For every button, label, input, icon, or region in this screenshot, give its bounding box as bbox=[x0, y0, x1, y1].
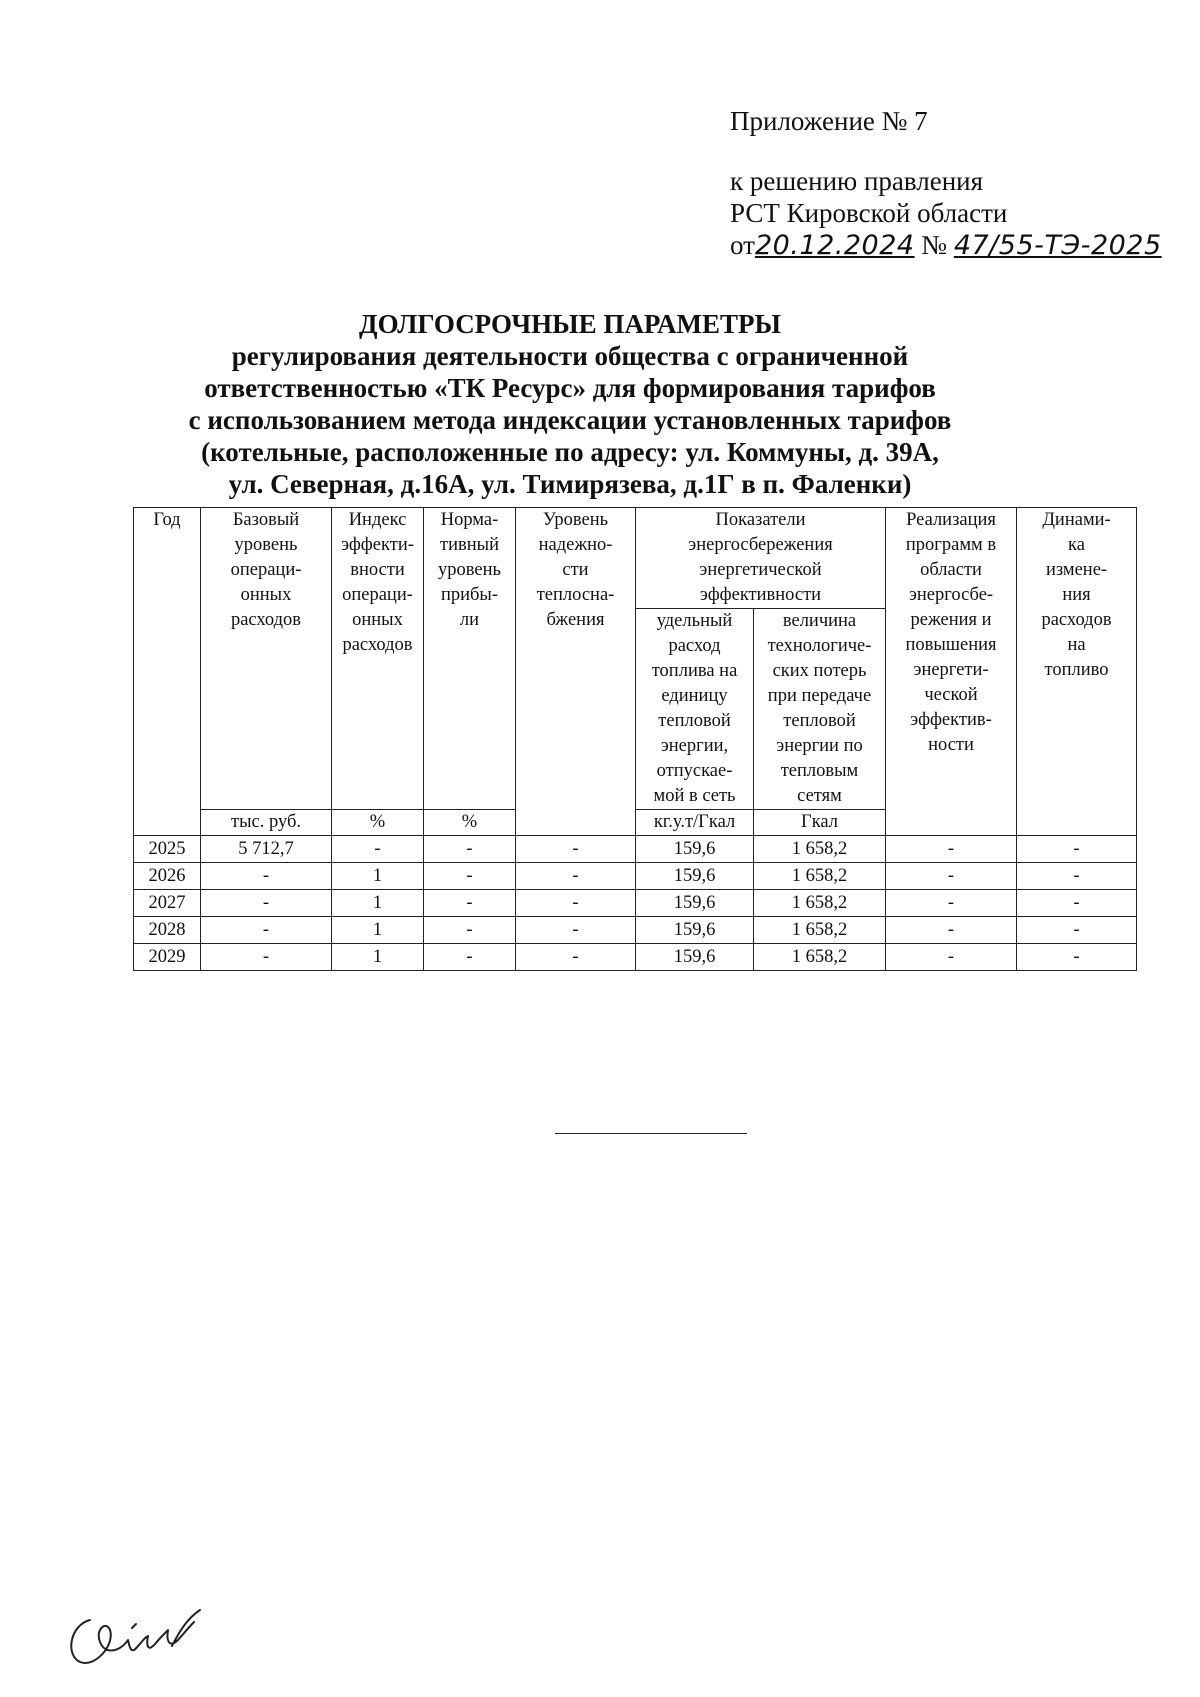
cell-fuel-dynamics: - bbox=[1017, 890, 1137, 917]
appendix-title: Приложение № 7 bbox=[730, 106, 928, 136]
cell-efficiency-index: 1 bbox=[332, 944, 424, 971]
cell-efficiency-index: 1 bbox=[332, 863, 424, 890]
cell-base-level: - bbox=[201, 863, 332, 890]
cell-efficiency-index: 1 bbox=[332, 917, 424, 944]
cell-heat-losses: 1 658,2 bbox=[754, 836, 886, 863]
cell-programs: - bbox=[886, 890, 1017, 917]
cell-fuel-rate: 159,6 bbox=[636, 890, 754, 917]
table-row bbox=[134, 863, 1137, 890]
table-row bbox=[134, 836, 1137, 863]
cell-programs: - bbox=[886, 917, 1017, 944]
cell-year: 2026 bbox=[134, 863, 201, 890]
table-row bbox=[134, 944, 1137, 971]
title-line-3: с использованием метода индексации установленных тарифов bbox=[188, 405, 952, 435]
cell-base-level: - bbox=[201, 944, 332, 971]
header-energy-group: Показатели энергосбережения энергетической эффективности bbox=[636, 508, 886, 609]
header-row-1 bbox=[134, 508, 1137, 609]
cell-fuel-rate: 159,6 bbox=[636, 836, 754, 863]
unit-heat-losses: Гкал bbox=[754, 810, 886, 836]
cell-programs: - bbox=[886, 863, 1017, 890]
cell-reliability: - bbox=[516, 944, 636, 971]
unit-profit-level: % bbox=[424, 810, 516, 836]
handwritten-date: 20.12.2024 bbox=[754, 230, 915, 261]
title-heading: ДОЛГОСРОЧНЫЕ ПАРАМЕТРЫ bbox=[359, 309, 781, 339]
signature-icon bbox=[60, 1600, 230, 1680]
cell-programs: - bbox=[886, 836, 1017, 863]
parameters-table bbox=[133, 507, 1137, 971]
cell-year: 2027 bbox=[134, 890, 201, 917]
title-line-2: ответственностью «ТК Ресурс» для формирования тарифов bbox=[204, 373, 936, 403]
cell-efficiency-index: 1 bbox=[332, 890, 424, 917]
cell-fuel-rate: 159,6 bbox=[636, 944, 754, 971]
cell-profit-level: - bbox=[424, 944, 516, 971]
header-efficiency-index: Индекс эффекти- вности операци- онных расходов bbox=[332, 508, 424, 810]
header-fuel-rate: удельный расход топлива на единицу тепловой энергии, отпускае- мой в сеть bbox=[636, 609, 754, 810]
cell-year: 2025 bbox=[134, 836, 201, 863]
cell-profit-level: - bbox=[424, 836, 516, 863]
table-row bbox=[134, 917, 1137, 944]
cell-reliability: - bbox=[516, 890, 636, 917]
table-row bbox=[134, 890, 1137, 917]
cell-profit-level: - bbox=[424, 890, 516, 917]
unit-efficiency-index: % bbox=[332, 810, 424, 836]
cell-fuel-dynamics: - bbox=[1017, 836, 1137, 863]
number-label: № bbox=[921, 230, 948, 260]
cell-programs: - bbox=[886, 944, 1017, 971]
unit-base-level: тыс. руб. bbox=[201, 810, 332, 836]
document-title bbox=[120, 308, 1020, 500]
cell-year: 2028 bbox=[134, 917, 201, 944]
cell-base-level: 5 712,7 bbox=[201, 836, 332, 863]
cell-base-level: - bbox=[201, 890, 332, 917]
title-line-5: ул. Северная, д.16А, ул. Тимирязева, д.1Г в п. Фаленки) bbox=[228, 469, 912, 499]
header-reliability: Уровень надежно- сти теплосна- бжения bbox=[516, 508, 636, 836]
cell-fuel-rate: 159,6 bbox=[636, 917, 754, 944]
header-base-level: Базовый уровень операци- онных расходов bbox=[201, 508, 332, 810]
cell-fuel-dynamics: - bbox=[1017, 944, 1137, 971]
cell-heat-losses: 1 658,2 bbox=[754, 944, 886, 971]
header-programs: Реализация программ в области энергосбе- режения и повышения энергети- ческой эффектив- ности bbox=[886, 508, 1017, 836]
from-label: от bbox=[730, 230, 755, 260]
cell-profit-level: - bbox=[424, 917, 516, 944]
header-fuel-dynamics: Динами- ка измене- ния расходов на топливо bbox=[1017, 508, 1137, 836]
cell-heat-losses: 1 658,2 bbox=[754, 863, 886, 890]
cell-reliability: - bbox=[516, 863, 636, 890]
unit-fuel-rate: кг.у.т/Гкал bbox=[636, 810, 754, 836]
cell-heat-losses: 1 658,2 bbox=[754, 917, 886, 944]
cell-heat-losses: 1 658,2 bbox=[754, 890, 886, 917]
cell-profit-level: - bbox=[424, 863, 516, 890]
appendix-date-line bbox=[730, 229, 1162, 262]
header-year: Год bbox=[134, 508, 201, 836]
cell-fuel-dynamics: - bbox=[1017, 917, 1137, 944]
title-line-1: регулирования деятельности общества с ограниченной bbox=[231, 341, 909, 371]
title-line-4: (котельные, расположенные по адресу: ул. Коммуны, д. 39А, bbox=[201, 437, 939, 467]
separator-line bbox=[555, 1133, 747, 1134]
cell-year: 2029 bbox=[134, 944, 201, 971]
cell-fuel-rate: 159,6 bbox=[636, 863, 754, 890]
appendix-line-1: к решению правления bbox=[730, 166, 984, 196]
appendix-line-2: РСТ Кировской области bbox=[730, 198, 1008, 228]
cell-reliability: - bbox=[516, 836, 636, 863]
cell-efficiency-index: - bbox=[332, 836, 424, 863]
appendix-block bbox=[730, 105, 1162, 262]
header-profit-level: Норма- тивный уровень прибы- ли bbox=[424, 508, 516, 810]
cell-fuel-dynamics: - bbox=[1017, 863, 1137, 890]
handwritten-number: 47/55-ТЭ-2025 bbox=[953, 230, 1162, 261]
header-heat-losses: величина технологиче- ских потерь при передаче тепловой энергии по тепловым сетям bbox=[754, 609, 886, 810]
cell-reliability: - bbox=[516, 917, 636, 944]
cell-base-level: - bbox=[201, 917, 332, 944]
